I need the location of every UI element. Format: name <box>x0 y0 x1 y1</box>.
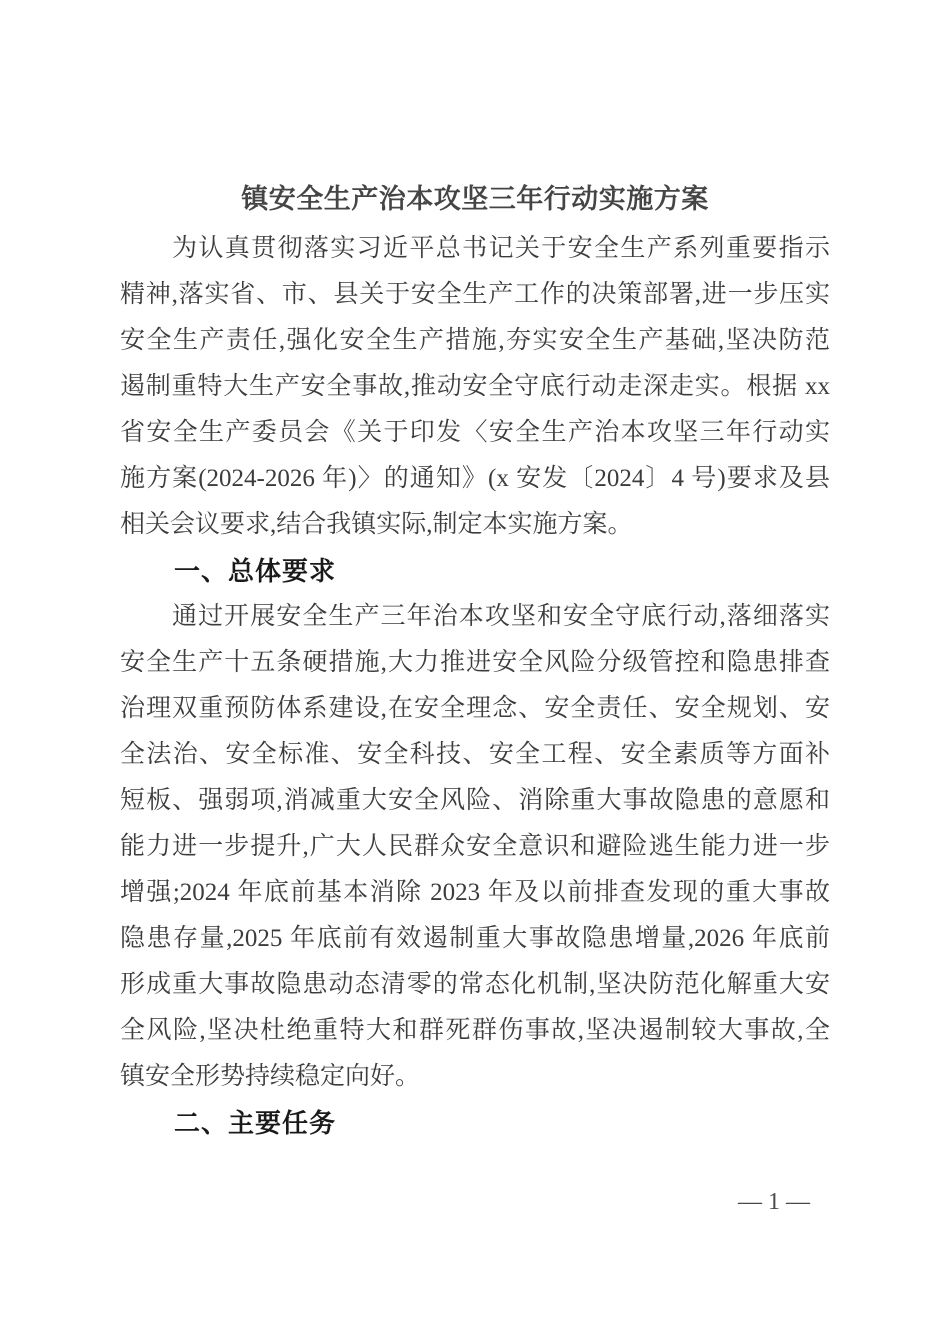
section-heading: 一、总体要求 <box>174 556 337 586</box>
text-line: 治理双重预防体系建设,在安全理念、安全责任、安全规划、安 <box>120 695 830 722</box>
text-line: 安全生产十五条硬措施,大力推进安全风险分级管控和隐患排查 <box>120 649 830 676</box>
text-line: 全法治、安全标准、安全科技、安全工程、安全素质等方面补 <box>120 741 830 768</box>
text-line: 全风险,坚决杜绝重特大和群死群伤事故,坚决遏制较大事故,全 <box>120 1017 830 1044</box>
document-title: 镇安全生产治本攻坚三年行动实施方案 <box>241 184 709 214</box>
text-line: 镇安全形势持续稳定向好。 <box>120 1063 421 1090</box>
text-line: 增强;2024 年底前基本消除 2023 年及以前排查发现的重大事故 <box>120 879 830 906</box>
text-line: 形成重大事故隐患动态清零的常态化机制,坚决防范化解重大安 <box>120 971 830 998</box>
text-line: 省安全生产委员会《关于印发〈安全生产治本攻坚三年行动实 <box>120 419 830 446</box>
page-number: — 1 — <box>738 1189 810 1215</box>
text-line: 遏制重特大生产安全事故,推动安全守底行动走深走实。根据 xx <box>120 373 830 400</box>
text-line: 隐患存量,2025 年底前有效遏制重大事故隐患增量,2026 年底前 <box>120 925 830 952</box>
text-line: 施方案(2024-2026 年)〉的通知》(x 安发〔2024〕4 号)要求及县 <box>120 465 830 492</box>
document-body <box>120 226 830 1146</box>
text-line: 为认真贯彻落实习近平总书记关于安全生产系列重要指示 <box>172 235 830 262</box>
text-line: 通过开展安全生产三年治本攻坚和安全守底行动,落细落实 <box>172 603 830 630</box>
text-line: 精神,落实省、市、县关于安全生产工作的决策部署,进一步压实 <box>120 281 830 308</box>
text-line: 短板、强弱项,消减重大安全风险、消除重大事故隐患的意愿和 <box>120 787 830 814</box>
section-heading: 二、主要任务 <box>174 1108 337 1138</box>
text-line: 安全生产责任,强化安全生产措施,夯实安全生产基础,坚决防范 <box>120 327 830 354</box>
text-line: 能力进一步提升,广大人民群众安全意识和避险逃生能力进一步 <box>120 833 830 860</box>
text-line: 相关会议要求,结合我镇实际,制定本实施方案。 <box>120 511 633 538</box>
